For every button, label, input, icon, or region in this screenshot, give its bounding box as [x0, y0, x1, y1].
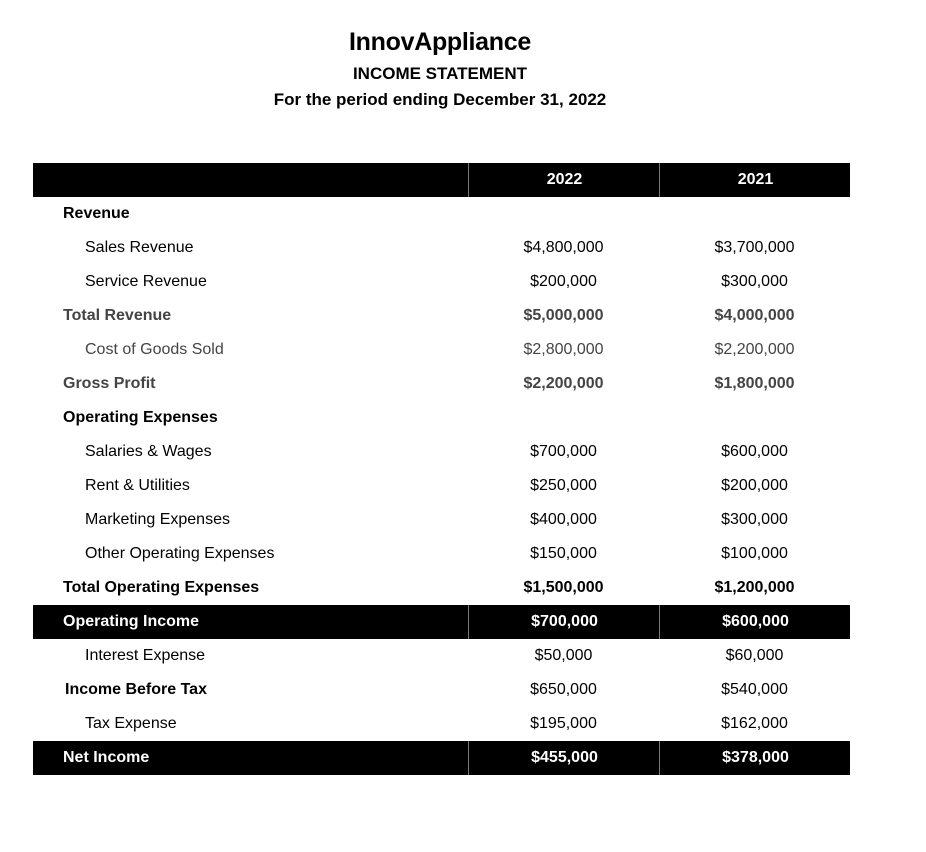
value-2021	[659, 401, 850, 435]
value-2021: $1,200,000	[714, 579, 795, 596]
row-marketing-expenses	[33, 503, 850, 537]
table-header-row	[33, 163, 850, 197]
value-2021: $100,000	[721, 545, 788, 562]
row-label: Revenue	[63, 205, 130, 222]
row-salaries-wages	[33, 435, 850, 469]
value-2022: $5,000,000	[523, 307, 604, 324]
row-label: Gross Profit	[63, 375, 156, 392]
row-net-income	[33, 741, 850, 775]
value-2022: $700,000	[530, 443, 597, 460]
row-label: Rent & Utilities	[85, 477, 190, 494]
value-2022: $700,000	[468, 605, 660, 639]
value-2021: $162,000	[721, 715, 788, 732]
value-2021: $1,800,000	[714, 375, 795, 392]
value-2021: $60,000	[725, 647, 784, 664]
row-total-revenue	[33, 299, 850, 333]
value-2022	[468, 401, 659, 435]
value-2022: $4,800,000	[523, 239, 604, 256]
row-label: Other Operating Expenses	[85, 545, 275, 562]
row-label: Income Before Tax	[65, 681, 207, 698]
company-name: InnovAppliance	[349, 28, 531, 56]
row-sales-revenue	[33, 231, 850, 265]
row-cost-of-goods-sold	[33, 333, 850, 367]
value-2022: $195,000	[530, 715, 597, 732]
value-2022: $250,000	[530, 477, 597, 494]
value-2022: $650,000	[530, 681, 597, 698]
value-2022: $2,800,000	[523, 341, 604, 358]
row-label: Salaries & Wages	[85, 443, 212, 460]
value-2022: $2,200,000	[523, 375, 604, 392]
value-2021: $600,000	[659, 605, 851, 639]
row-total-operating-expenses	[33, 571, 850, 605]
row-operating-income	[33, 605, 850, 639]
row-label: Total Operating Expenses	[63, 579, 260, 596]
row-label: Marketing Expenses	[85, 511, 230, 528]
header-2022: 2022	[468, 163, 660, 197]
value-2021: $300,000	[721, 511, 788, 528]
value-2021: $2,200,000	[714, 341, 795, 358]
value-2021	[659, 197, 850, 231]
value-2022	[468, 197, 659, 231]
value-2021: $300,000	[721, 273, 788, 290]
income-statement-table	[33, 163, 850, 775]
row-rent-utilities	[33, 469, 850, 503]
row-label: Service Revenue	[85, 273, 207, 290]
row-label: Cost of Goods Sold	[85, 341, 224, 358]
value-2022: $50,000	[534, 647, 593, 664]
row-revenue	[33, 197, 850, 231]
value-2021: $378,000	[659, 741, 851, 775]
row-label: Interest Expense	[85, 647, 206, 664]
value-2021: $200,000	[721, 477, 788, 494]
row-tax-expense	[33, 707, 850, 741]
row-interest-expense	[33, 639, 850, 673]
value-2022: $1,500,000	[523, 579, 604, 596]
statement-title: INCOME STATEMENT	[352, 64, 528, 83]
row-label: Total Revenue	[63, 307, 172, 324]
value-2021: $600,000	[721, 443, 788, 460]
value-2021: $540,000	[721, 681, 788, 698]
row-label: Tax Expense	[85, 715, 177, 732]
row-service-revenue	[33, 265, 850, 299]
statement-period: For the period ending December 31, 2022	[273, 90, 607, 109]
value-2021: $4,000,000	[714, 307, 795, 324]
value-2022: $455,000	[468, 741, 660, 775]
value-2022: $150,000	[530, 545, 597, 562]
row-label: Operating Expenses	[63, 409, 218, 426]
row-label: Sales Revenue	[85, 239, 194, 256]
row-income-before-tax	[33, 673, 850, 707]
value-2022: $400,000	[530, 511, 597, 528]
row-gross-profit	[33, 367, 850, 401]
row-label: Operating Income	[63, 613, 200, 630]
value-2021: $3,700,000	[714, 239, 795, 256]
row-operating-expenses	[33, 401, 850, 435]
value-2022: $200,000	[530, 273, 597, 290]
header-2021: 2021	[659, 163, 851, 197]
row-label: Net Income	[63, 749, 150, 766]
row-other-operating-expenses	[33, 537, 850, 571]
